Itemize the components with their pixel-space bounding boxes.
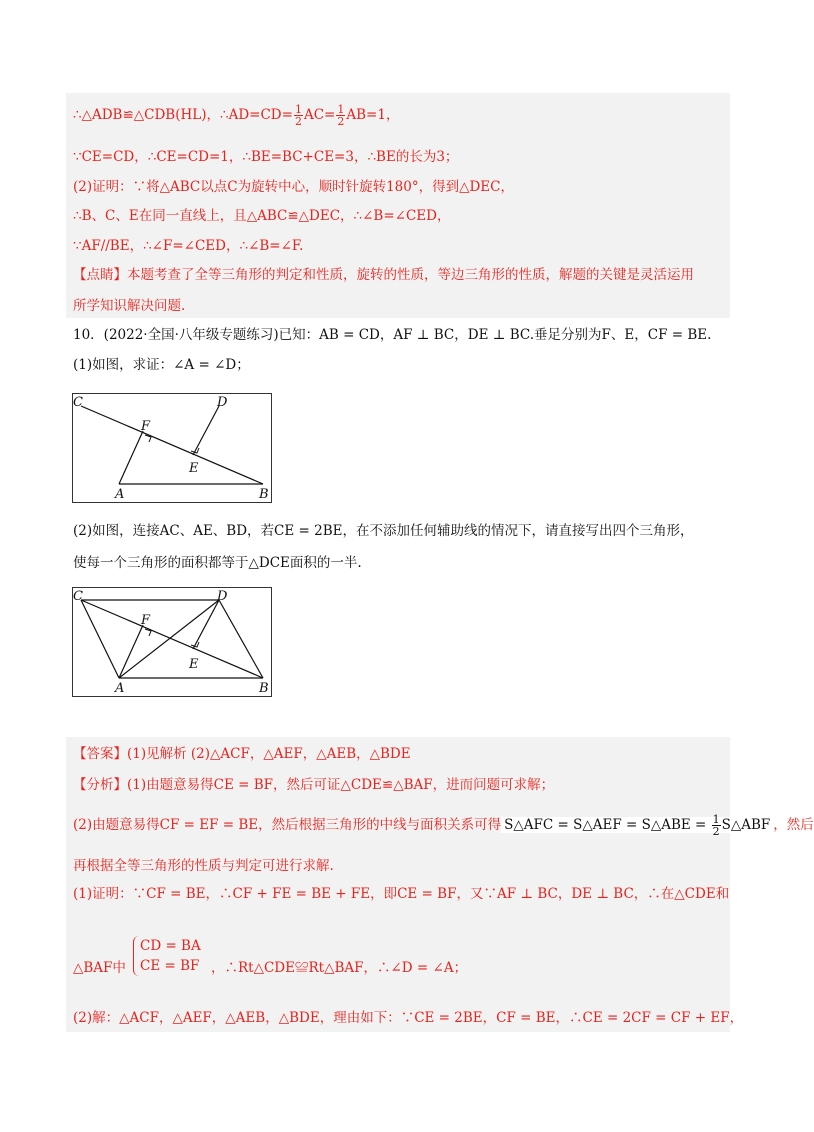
problem-part-2-line-2: 使每一个三角形的面积都等于△DCE面积的一半. [73,555,362,571]
analysis-2a: (2)由题意易得CF = EF = BE，然后根据三角形的中线与面积关系可得 [73,817,502,833]
proof-line-1: (1)证明：∵CF = BE，∴CF + FE = BE + FE，即CE = BF，又∵AF ⊥ BC，DE ⊥ BC，∴在△CDE和 [73,886,730,902]
analysis-line-3: 再根据全等三角形的性质与判定可进行求解. [73,858,334,874]
label-B: B [259,681,269,696]
line-AF [119,625,143,678]
proof-line-3: (2)解：△ACF，△AEF，△AEB，△BDE，理由如下：∵CE = 2BE，CF = BE，∴CE = 2CF = CF + EF， [73,1010,744,1026]
label-C: C [73,589,83,604]
label-F: F [141,419,151,434]
solution-line-1-start: ∴△ADB≌△CDB(HL)，∴AD=CD= [73,107,293,123]
comment-body: 本题考查了全等三角形的判定和性质，旋转的性质，等边三角形的性质，解题的关键是灵活运用 [127,267,694,283]
label-B: B [259,487,269,502]
comment-line-2: 所学知识解决问题. [73,298,186,314]
figure-1 [72,393,272,503]
label-D: D [217,395,228,410]
line-CB [81,406,263,484]
formula-num: 1 [712,813,720,826]
frac-den: 2 [294,115,302,128]
figure-2 [72,587,272,697]
comment-tag: 【点睛】 [73,267,127,283]
line-DB [219,600,263,678]
label-A: A [115,487,125,502]
answer-tag: 【答案】 [73,746,127,762]
equation-2: CE = BF [140,958,200,974]
problem-stem: 10．(2022·全国·八年级专题练习)已知：AB = CD，AF ⊥ BC，DE ⊥ BC.垂足分别为F、E，CF = BE. [73,327,712,343]
line-ED [193,406,219,455]
comment-line-1 [73,265,725,285]
solution-line-5: ∵AF//BE，∴∠F=∠CED，∴∠B=∠F. [73,238,304,254]
proof-2-post: ，∴Rt△CDE≌Rt△BAF，∴∠D = ∠A； [211,960,468,976]
problem-part-1: (1)如图，求证：∠A = ∠D； [73,357,250,373]
equation-1: CD = BA [140,938,201,954]
solution-line-4: ∴B、C、E在同一直线上，且△ABC≌△DEC，∴∠B=∠CED， [73,208,451,224]
analysis-1: (1)由题意易得CE = BF，然后可证△CDE≌△BAF，进而问题可求解； [127,777,555,793]
line-AC [81,600,119,678]
formula-fraction [712,814,721,837]
line-ED [193,600,219,649]
fraction-half-1 [294,104,303,127]
analysis-tag: 【分析】 [73,777,127,793]
area-formula [501,813,773,838]
line-AF [119,431,143,484]
solution-line-1 [73,104,725,127]
proof-line-2 [73,936,725,980]
analysis-2b: ，然后 [773,817,814,833]
formula-b: S△ABF [721,817,771,833]
figure-1-svg [73,394,271,502]
frac-num: 1 [294,103,302,116]
label-C: C [73,395,83,410]
formula-a: S△AFC = S△AEF = S△ABE = [504,817,711,833]
label-D: D [217,589,228,604]
frac-num: 1 [337,103,345,116]
analysis-line-2 [73,813,814,838]
fraction-half-2 [336,104,345,127]
answer-line [73,744,725,764]
solution-line-2: ∵CE=CD，∴CE=CD=1，∴BE=BC+CE=3，∴BE的长为3； [73,149,459,165]
proof-2-pre: △BAF中 [73,960,126,976]
label-E: E [189,461,199,476]
equation-system [133,936,201,976]
label-A: A [115,681,125,696]
problem-part-2-line-1: (2)如图，连接AC、AE、BD，若CE = 2BE，在不添加任何辅助线的情况下，请直接写出四个三角形， [73,523,694,539]
solution-line-1-mid: AC= [303,107,336,123]
figure-2-svg [73,588,271,696]
line-CB [81,600,263,678]
frac-den: 2 [337,115,345,128]
solution-line-1-tail: AB=1， [346,107,400,123]
analysis-line-1 [73,775,725,795]
line-AD [119,600,219,678]
solution-line-3: (2)证明：∵将△ABC以点C为旋转中心，顺时针旋转180°，得到△DEC， [73,179,514,195]
label-E: E [189,657,199,672]
answer-text: (1)见解析 (2)△ACF，△AEF，△AEB，△BDE [127,746,411,762]
formula-den: 2 [712,825,720,838]
label-F: F [141,613,151,628]
